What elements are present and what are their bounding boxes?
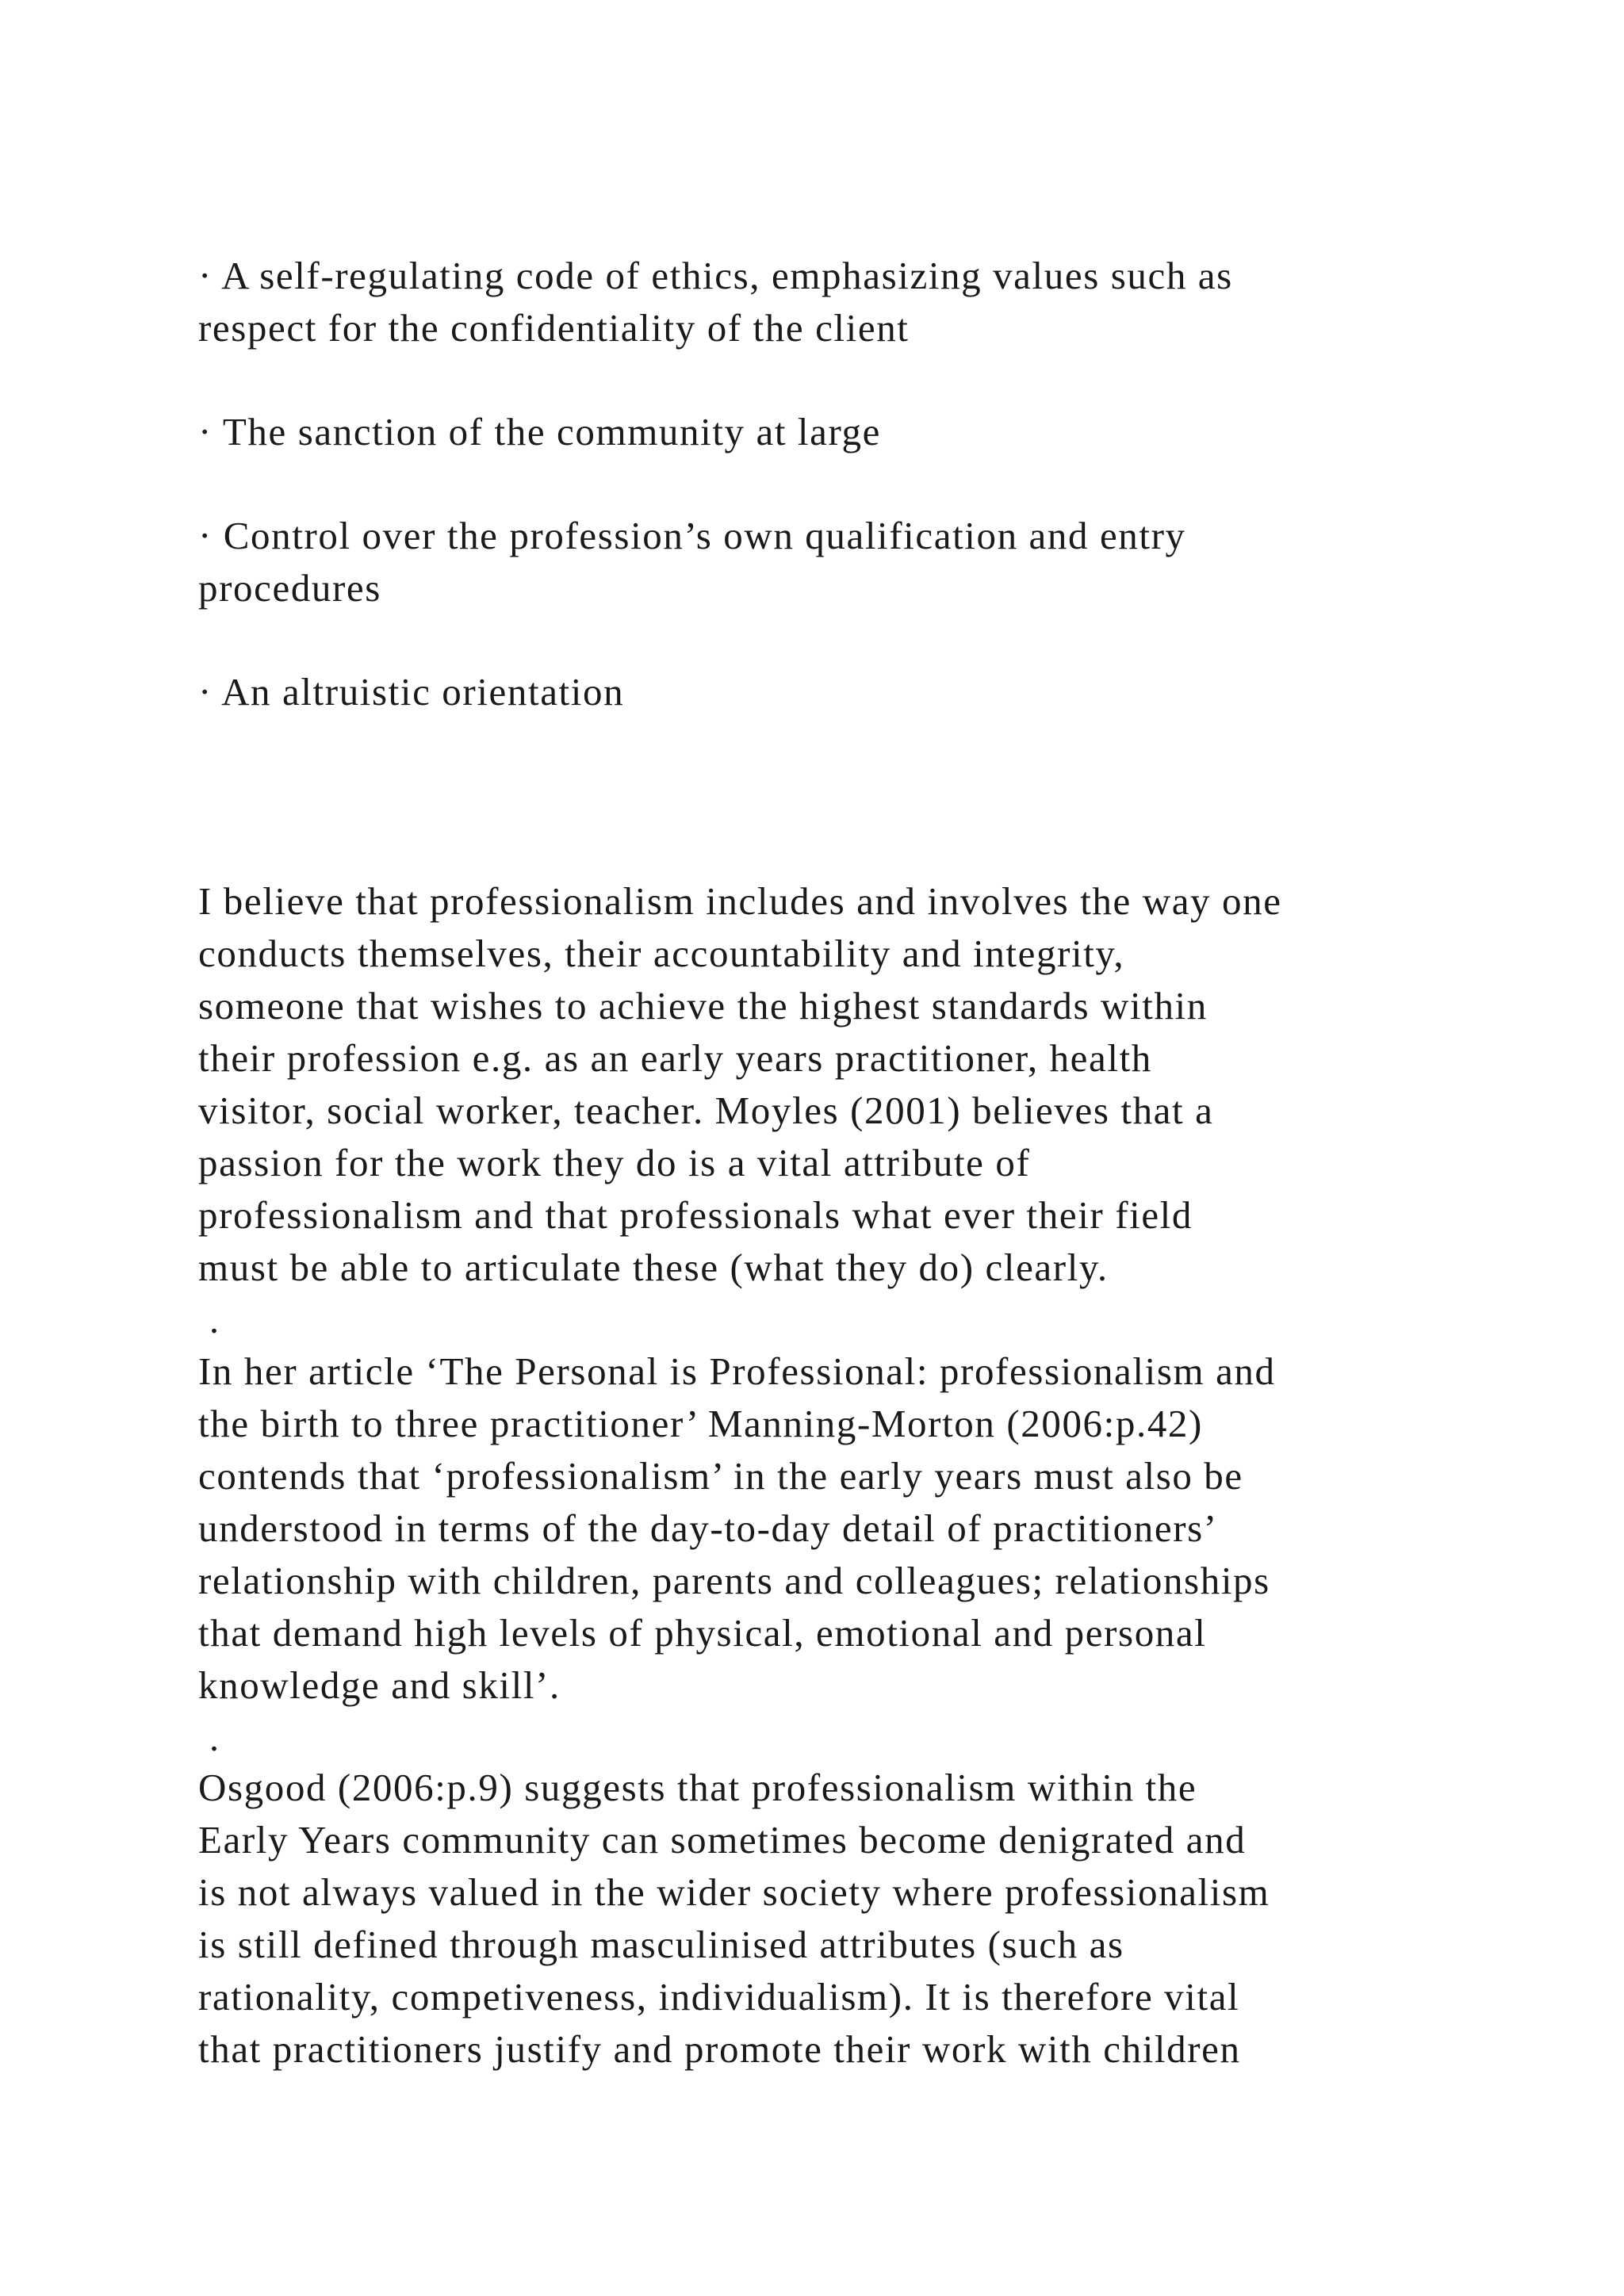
- paragraph-osgood: Osgood (2006:p.9) suggests that professionalism within the Early Years community can sometimes become denigrated and is not always valued in the wider society where professionalism is still defined through masculinised attributes (such as rationality, competiveness, individualism). It is therefore vital that practitioners justify and promote their work with children: [198, 1766, 1270, 2071]
- bullet-item-altruistic-orientation: · An altruistic orientation: [198, 670, 625, 714]
- bullet-item-qualification-control: · Control over the profession’s own qualification and entry procedures: [198, 514, 1186, 610]
- paragraph-professionalism-belief: I believe that professionalism includes and involves the way one conducts themselves, their accountability and integrity, someone that wishes to achieve the highest standards within their profession e.g. as an early years practitioner, health visitor, social worker, teacher. Moyles (2001) believes that a passion for the work they do is a vital attribute of professionalism and that professionals what ever their field must be able to articulate these (what they do) clearly. .: [198, 879, 1282, 1341]
- bullet-item-ethics: · A self-regulating code of ethics, emphasizing values such as respect for the confidentiality of the client: [198, 254, 1233, 350]
- paragraph-manning-morton: In her article ‘The Personal is Professional: professionalism and the birth to three practitioner’ Manning-Morton (2006:p.42) contends that ‘professionalism’ in the early years must also be understood in terms of the day-to-day detail of practitioners’ relationship with children, parents and colleagues; relationships that demand high levels of physical, emotional and personal knowledge and skill’. .: [198, 1349, 1276, 1759]
- bullet-item-community-sanction: · The sanction of the community at large: [198, 410, 881, 453]
